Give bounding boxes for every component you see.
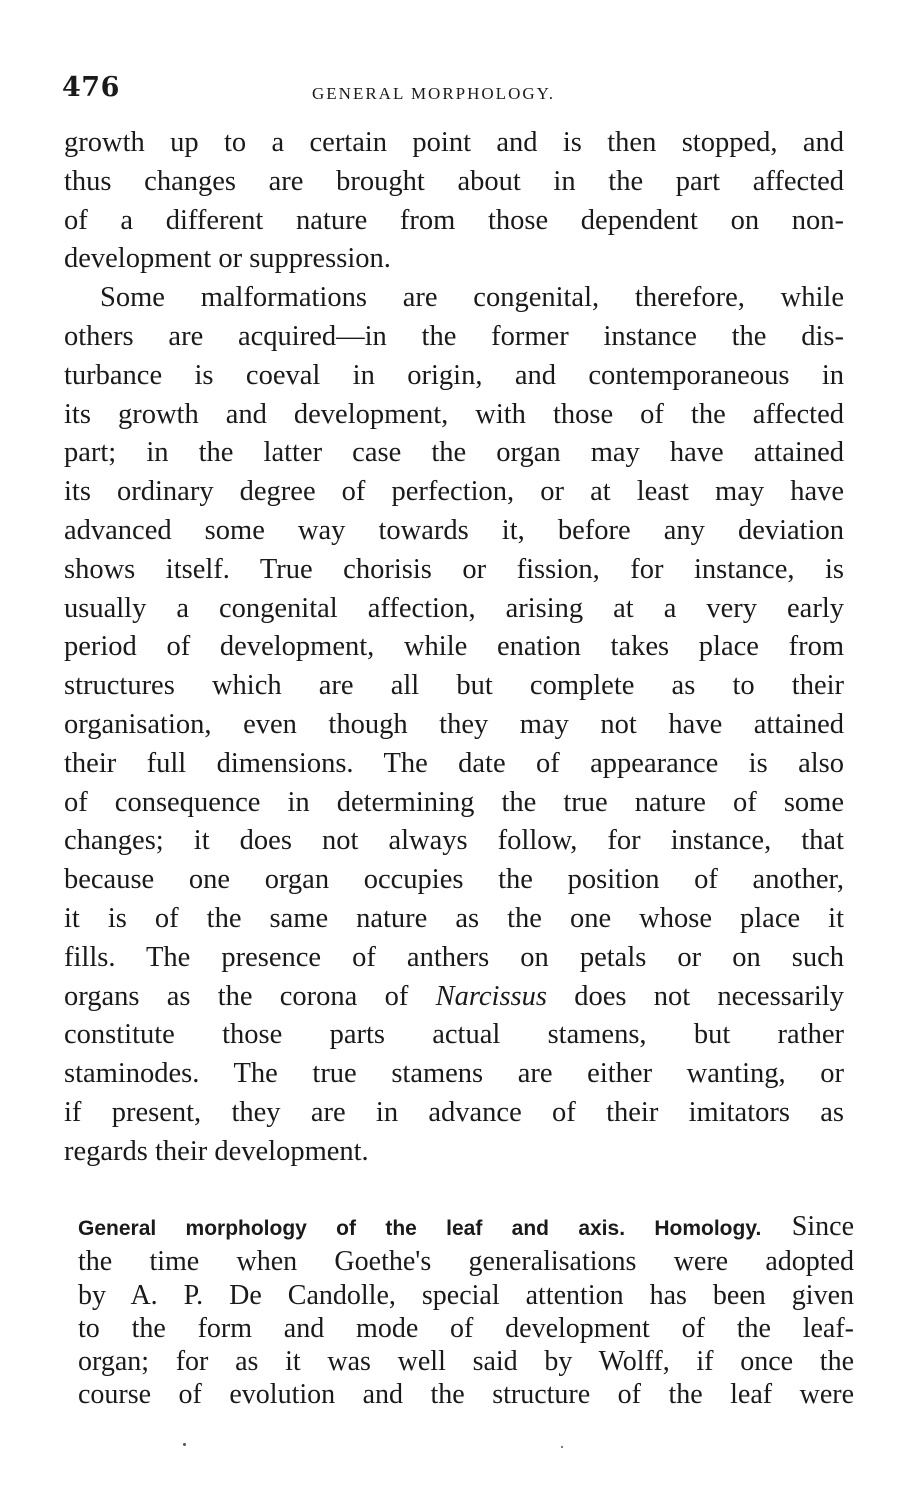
text-line: turbance is coeval in origin, and contemporaneous in	[64, 359, 844, 391]
text-line: its ordinary degree of perfection, or at least may have	[64, 476, 844, 508]
text-fragment: does not necessarily	[546, 980, 844, 1012]
text-line: organisation, even though they may not have attained	[64, 708, 844, 740]
text-line: structures which are all but complete as to their	[64, 670, 844, 702]
page-number: 476	[62, 72, 120, 103]
text-line: growth up to a certain point and is then stopped, and	[64, 127, 844, 158]
paper-speck	[183, 1443, 186, 1446]
text-line: course of evolution and the structure of the leaf were	[78, 1379, 854, 1411]
page-header	[62, 72, 842, 112]
text-line: of consequence in determining the true nature of some	[64, 786, 844, 818]
text-line: changes; it does not always follow, for instance, that	[64, 825, 844, 857]
genus-name-italic: Narcissus	[435, 980, 547, 1012]
text-line: their full dimensions. The date of appearance is also	[64, 747, 844, 779]
paragraph-malformations	[64, 279, 844, 1171]
text-line: thus changes are brought about in the part affected	[64, 165, 844, 197]
text-line: regards their development.	[64, 1135, 369, 1167]
text-line: part; in the latter case the organ may have attained	[64, 437, 844, 469]
paragraph-continuation	[64, 124, 844, 279]
text-line: staminodes. The true stamens are either wanting, or	[64, 1058, 844, 1090]
text-line: because one organ occupies the position of another,	[64, 864, 844, 896]
text-line: organ; for as it was well said by Wolff, if once the	[78, 1346, 854, 1378]
section-heading: General morphology of the leaf and axis. Homology.	[78, 1217, 762, 1240]
text-line: to the form and mode of development of the leaf-	[78, 1312, 854, 1344]
section-first-line	[78, 1210, 854, 1245]
text-line: usually a congenital affection, arising at a very early	[64, 592, 844, 624]
text-line: period of development, while enation takes place from	[64, 631, 844, 663]
text-line: its growth and development, with those of the affected	[64, 398, 844, 430]
running-title: GENERAL MORPHOLOGY.	[312, 84, 555, 103]
text-line: fills. The presence of anthers on petals or on such	[64, 941, 844, 973]
text-fragment: organs as the corona of	[64, 980, 436, 1012]
text-line: shows itself. True chorisis or fission, for instance, is	[64, 553, 844, 585]
text-line: the time when Goethe's generalisations were adopted	[78, 1246, 854, 1278]
text-line: advanced some way towards it, before any deviation	[64, 514, 844, 546]
text-line: constitute those parts actual stamens, but rather	[64, 1019, 844, 1051]
text-line: of a different nature from those dependent on non-	[64, 204, 844, 236]
text-line: development or suppression.	[64, 243, 391, 275]
text-line: Some malformations are congenital, therefore, while	[100, 282, 844, 314]
text-line-narcissus	[64, 978, 844, 1017]
text-line: if present, they are in advance of their imitators as	[64, 1096, 844, 1128]
text-line: others are acquired—in the former instance the dis-	[64, 320, 844, 352]
text-line: it is of the same nature as the one whose place it	[64, 902, 844, 934]
main-text	[64, 124, 844, 1172]
text-fragment: Since	[761, 1211, 854, 1242]
section-leaf-axis	[78, 1210, 854, 1412]
paper-speck	[561, 1446, 563, 1448]
text-line: by A. P. De Candolle, special attention has been given	[78, 1279, 854, 1311]
